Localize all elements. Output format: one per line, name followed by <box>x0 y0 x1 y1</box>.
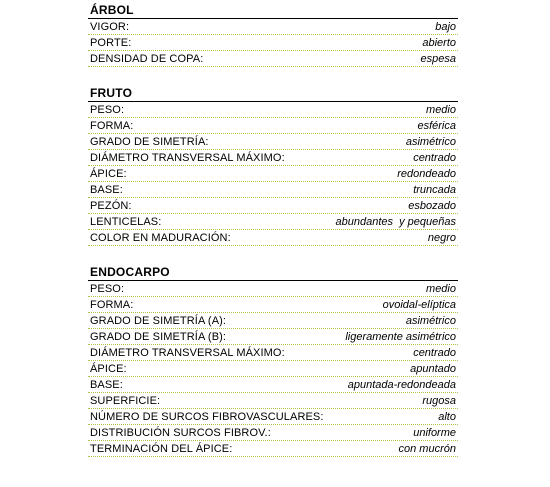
row-label: PORTE: <box>90 36 132 49</box>
row-label: VIGOR: <box>90 20 130 33</box>
row-value: ovoidal-elíptica <box>382 298 456 311</box>
table-row <box>88 425 458 441</box>
row-label: PESO: <box>90 282 125 295</box>
row-label: DIÁMETRO TRANSVERSAL MÁXIMO: <box>90 151 285 164</box>
row-value: ligeramente asimétrico <box>345 330 456 343</box>
row-label: DISTRIBUCIÓN SURCOS FIBROV.: <box>90 426 271 439</box>
row-value: centrado <box>413 151 456 164</box>
table-row <box>88 230 458 246</box>
row-value: con mucrón <box>398 442 456 455</box>
table-row <box>88 150 458 166</box>
row-value: negro <box>427 231 456 244</box>
row-label: GRADO DE SIMETRÍA (B): <box>90 330 227 343</box>
row-label: FORMA: <box>90 119 134 132</box>
section-endocarpo <box>88 265 458 457</box>
table-row <box>88 409 458 425</box>
row-value: apuntado <box>410 362 456 375</box>
row-value: esbozado <box>408 199 456 212</box>
row-label: FORMA: <box>90 298 134 311</box>
table-row <box>88 297 458 313</box>
row-label: TERMINACIÓN DEL ÁPICE: <box>90 442 233 455</box>
table-row <box>88 166 458 182</box>
table-row <box>88 393 458 409</box>
row-value: abundantes y pequeñas <box>335 215 456 228</box>
table-row <box>88 441 458 457</box>
table-row <box>88 118 458 134</box>
section-fruto <box>88 86 458 246</box>
row-label: COLOR EN MADURACIÓN: <box>90 231 231 244</box>
row-label: PESO: <box>90 103 125 116</box>
row-value: uniforme <box>413 426 456 439</box>
table-row <box>88 377 458 393</box>
row-value: asimétrico <box>405 135 456 148</box>
table-row <box>88 134 458 150</box>
row-label: BASE: <box>90 378 123 391</box>
table-row <box>88 361 458 377</box>
row-value: centrado <box>413 346 456 359</box>
row-value: medio <box>426 103 456 116</box>
table-row <box>88 313 458 329</box>
row-label: LENTICELAS: <box>90 215 162 228</box>
row-label: NÚMERO DE SURCOS FIBROVASCULARES: <box>90 410 324 423</box>
row-label: SUPERFICIE: <box>90 394 161 407</box>
row-label: GRADO DE SIMETRÍA: <box>90 135 209 148</box>
table-row <box>88 182 458 198</box>
section-arbol <box>88 3 458 67</box>
row-value: espesa <box>420 52 456 65</box>
row-label: ÁPICE: <box>90 167 127 180</box>
row-label: ÁPICE: <box>90 362 127 375</box>
table-row <box>88 329 458 345</box>
section-title: FRUTO <box>88 86 458 102</box>
row-value: abierto <box>422 36 456 49</box>
row-label: BASE: <box>90 183 123 196</box>
row-label: DENSIDAD DE COPA: <box>90 52 204 65</box>
table-row <box>88 214 458 230</box>
row-label: DIÁMETRO TRANSVERSAL MÁXIMO: <box>90 346 285 359</box>
section-title: ÁRBOL <box>88 3 458 19</box>
row-value: apuntada-redondeada <box>347 378 456 391</box>
characteristics-sheet <box>88 3 458 457</box>
table-row <box>88 51 458 67</box>
table-row <box>88 345 458 361</box>
table-row <box>88 281 458 297</box>
row-value: redondeado <box>397 167 456 180</box>
row-value: asimétrico <box>405 314 456 327</box>
row-value: alto <box>438 410 456 423</box>
row-value: medio <box>426 282 456 295</box>
row-value: rugosa <box>422 394 456 407</box>
table-row <box>88 198 458 214</box>
table-row <box>88 19 458 35</box>
row-label: GRADO DE SIMETRÍA (A): <box>90 314 227 327</box>
table-row <box>88 35 458 51</box>
row-value: bajo <box>435 20 456 33</box>
row-value: esférica <box>417 119 456 132</box>
row-label: PEZÓN: <box>90 199 132 212</box>
section-title: ENDOCARPO <box>88 265 458 281</box>
row-value: truncada <box>413 183 456 196</box>
table-row <box>88 102 458 118</box>
